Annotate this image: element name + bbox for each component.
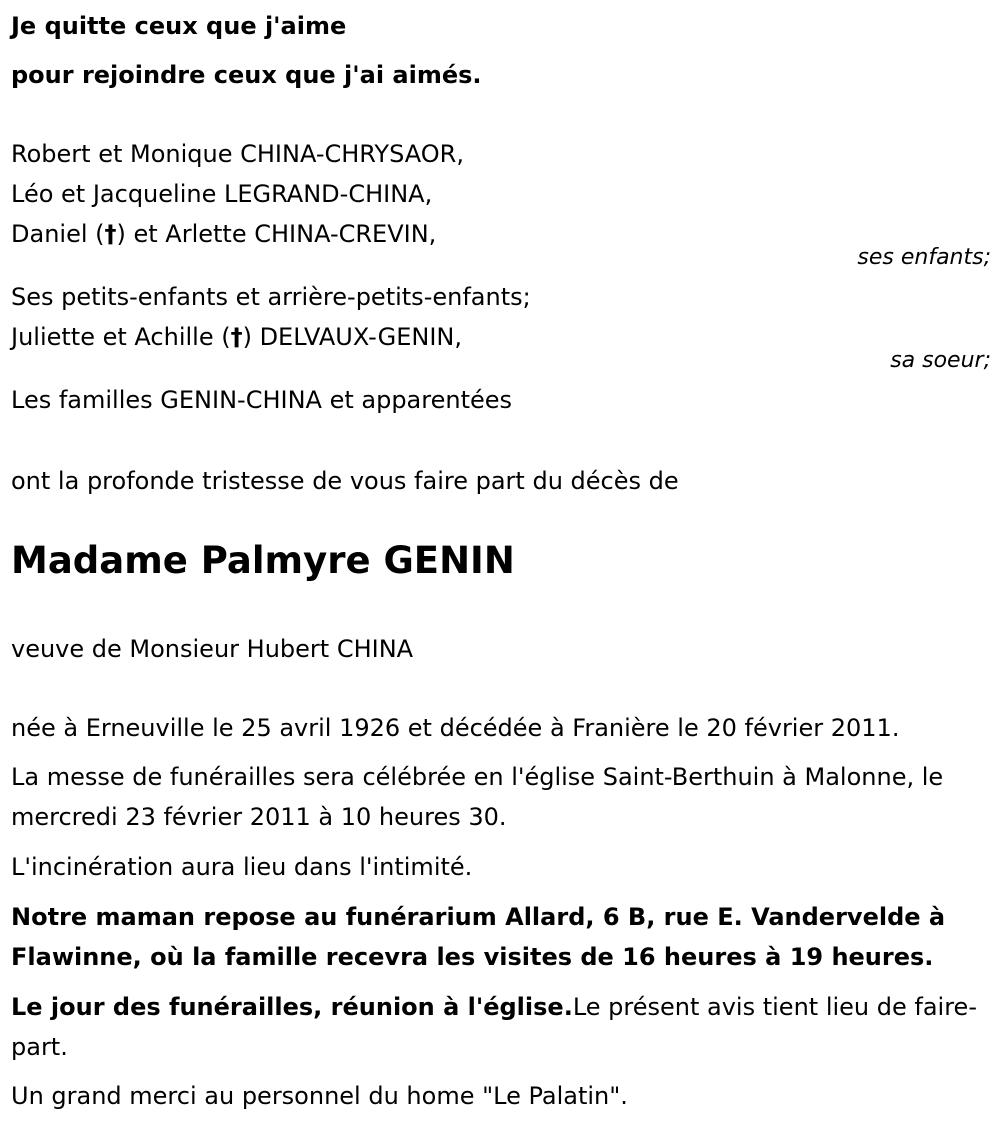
mass-paragraph: La messe de funérailles sera célébrée en l'église Saint-Berthuin à Malonne, le mercredi 23 février 2011 à 10 heures 30. (11, 763, 944, 831)
child-line-3 (11, 219, 436, 249)
child-line-3-after: ) et Arlette CHINA-CREVIN, (116, 220, 437, 248)
quote-line-2: pour rejoindre ceux que j'ai aimés. (11, 61, 482, 89)
meeting-rest-text: Le présent avis tient lieu de faire-part. (11, 993, 977, 1061)
quote-line-1: Je quitte ceux que j'aime (11, 12, 347, 40)
meeting-bold-text: Le jour des funérailles, réunion à l'église. (11, 993, 573, 1021)
child-line-2: Léo et Jacqueline LEGRAND-CHINA, (11, 180, 433, 208)
cross-icon: † (230, 323, 243, 351)
sister-line (11, 322, 462, 352)
birth-death-line: née à Erneuville le 25 avril 1926 et décédée à Franière le 20 février 2011. (11, 714, 900, 742)
deceased-name: Madame Palmyre GENIN (11, 539, 515, 582)
meeting-paragraph (11, 987, 986, 1067)
cross-icon: † (104, 220, 117, 248)
visitation-paragraph: Notre maman repose au funérarium Allard, 6 B, rue E. Vandervelde à Flawinne, où la famille recevra les visites de 16 heures à 19 heures. (11, 903, 946, 971)
child-line-1: Robert et Monique CHINA-CHRYSAOR, (11, 140, 464, 168)
thanks-paragraph: Un grand merci au personnel du home "Le Palatin". (11, 1082, 628, 1110)
incineration-paragraph: L'incinération aura lieu dans l'intimité. (11, 853, 473, 881)
child-line-3-before: Daniel ( (11, 220, 105, 248)
grandchildren-line: Ses petits-enfants et arrière-petits-enfants; (11, 283, 531, 311)
sister-line-before: Juliette et Achille ( (11, 323, 231, 351)
sister-role: sa soeur; (890, 348, 991, 373)
families-line: Les familles GENIN-CHINA et apparentées (11, 386, 513, 414)
widow-line: veuve de Monsieur Hubert CHINA (11, 635, 414, 663)
announcement-line: ont la profonde tristesse de vous faire part du décès de (11, 467, 679, 495)
children-role: ses enfants; (857, 245, 991, 270)
sister-line-after: ) DELVAUX-GENIN, (242, 323, 462, 351)
